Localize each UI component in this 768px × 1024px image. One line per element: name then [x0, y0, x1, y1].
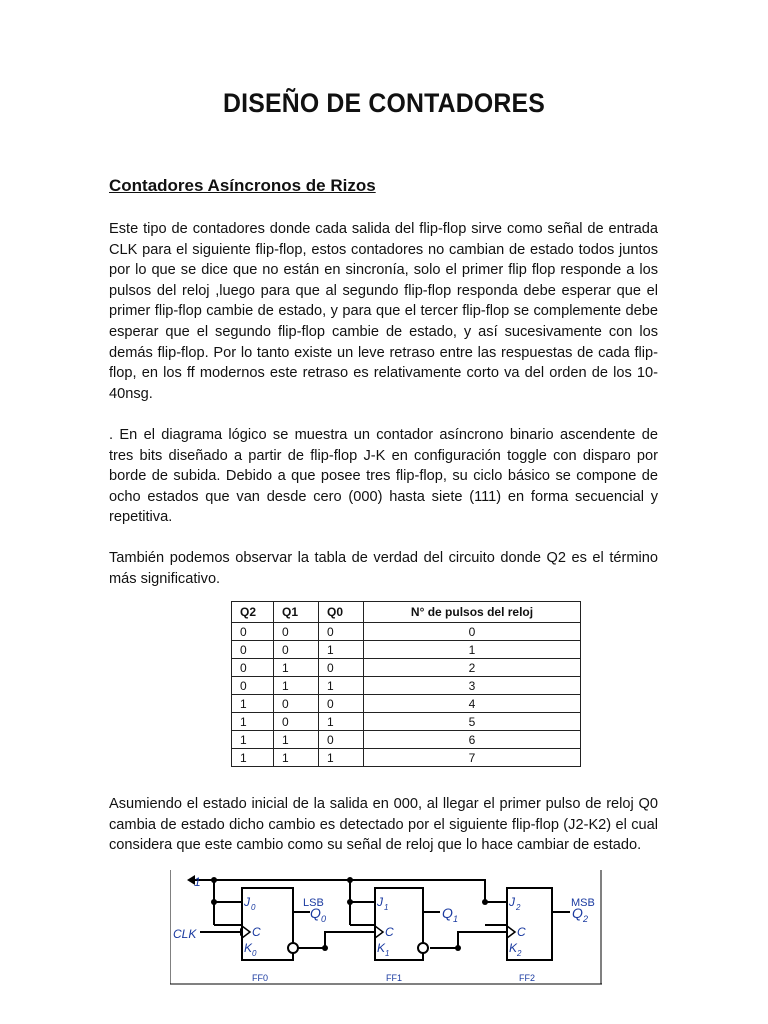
- ff0-c-label: C: [252, 925, 261, 939]
- table-row: [232, 731, 581, 749]
- table-row: [232, 713, 581, 731]
- table-cell: 1: [319, 749, 364, 767]
- table-cell: 1: [364, 641, 581, 659]
- ff2-k-sub: 2: [517, 949, 522, 958]
- ff0-q-label: Q: [310, 905, 321, 921]
- ff0-j-sub: 0: [251, 903, 256, 912]
- paragraph-intro: Este tipo de contadores donde cada salida del flip-flop sirve como señal de entrada CLK para el siguiente flip-flop, estos contadores no cambian de estado todos juntos por lo que se dice que no están en sincronía, solo el primer flip flop responde a los pulsos del reloj ,luego para que al segundo flip-flop responda debe esperar que el primer flip-flop cambie de estado, y para que el tercer flip-flop se complemente debe esperar que el segundo flip-flop cambie de estado, y así sucesivamente con los demás flip-flop. Por lo tanto existe un leve retraso entre las respuestas de cada flip-flop, en los ff modernos este retraso es relativamente corto va del orden de los 10-40nsg.: [109, 221, 658, 402]
- table-cell: 0: [319, 695, 364, 713]
- table-cell: 0: [274, 713, 319, 731]
- table-cell: 0: [274, 641, 319, 659]
- table-cell: 1: [274, 677, 319, 695]
- junction-dot-icon: [211, 899, 217, 905]
- ff2-c-label: C: [517, 925, 526, 939]
- high-label: 1: [194, 875, 201, 889]
- ff0-j-label: J: [244, 895, 250, 909]
- junction-dot-icon: [322, 945, 328, 951]
- table-cell: 0: [274, 695, 319, 713]
- bubble-qbar0-icon: [288, 943, 298, 953]
- table-row: [232, 677, 581, 695]
- ff2-q-label: Q: [572, 905, 583, 921]
- table-cell: 1: [232, 695, 274, 713]
- table-cell: 1: [232, 731, 274, 749]
- ff0-k-label: K: [244, 941, 253, 955]
- ff2-q-sub: 2: [583, 914, 589, 924]
- ff2-j-sub: 2: [516, 903, 521, 912]
- table-cell: 4: [364, 695, 581, 713]
- paragraph-diagram: . En el diagrama lógico se muestra un contador asíncrono binario ascendente de tres bits diseñado a partir de flip-flop J-K en configuración toggle con disparo por borde de subida. Debido a que posee tres flip-flop, su ciclo básico se compone de ocho estados que van desde cero (000) hasta siete (111) en forma secuencial y repetitiva.: [109, 427, 658, 526]
- truth-table-header: [232, 602, 581, 623]
- wire-high-bus: [195, 880, 485, 902]
- table-cell: 0: [319, 623, 364, 641]
- table-cell: 0: [364, 623, 581, 641]
- ff1-q-label: Q: [442, 905, 453, 921]
- junction-dot-icon: [347, 899, 353, 905]
- header-q1: Q1: [274, 602, 319, 623]
- msb-label: MSB: [571, 897, 595, 909]
- ff0-name: FF0: [252, 973, 269, 983]
- junction-dot-icon: [482, 899, 488, 905]
- header-pulses: N° de pulsos del reloj: [364, 602, 581, 623]
- lsb-label: LSB: [303, 897, 324, 909]
- table-row: [232, 641, 581, 659]
- ff1-c-label: C: [385, 925, 394, 939]
- table-cell: 1: [319, 677, 364, 695]
- junction-dot-icon: [211, 877, 217, 883]
- ff2-name: FF2: [519, 973, 536, 983]
- truth-table: [231, 601, 581, 767]
- paragraph-operation: Asumiendo el estado inicial de la salida en 000, al llegar el primer pulso de reloj Q0 cambia de estado dicho cambio es detectado por el siguiente flip-flop (J2-K2) el cual considera que este cambio como su señal de reloj que lo hace cambiar de estado.: [109, 796, 658, 854]
- table-cell: 0: [319, 659, 364, 677]
- junction-dot-icon: [455, 945, 461, 951]
- ff0-k-sub: 0: [252, 949, 257, 958]
- clk-label: CLK: [173, 927, 197, 941]
- table-cell: 0: [232, 623, 274, 641]
- ff1-k-label: K: [377, 941, 386, 955]
- table-cell: 1: [232, 749, 274, 767]
- table-cell: 0: [319, 731, 364, 749]
- wire-qbar1-c2: [430, 932, 507, 948]
- table-cell: 1: [232, 713, 274, 731]
- header-q0: Q0: [319, 602, 364, 623]
- section-subtitle: Contadores Asíncronos de Rizos: [109, 176, 376, 195]
- ff2-j-label: J: [509, 895, 515, 909]
- table-cell: 0: [274, 623, 319, 641]
- table-row: [232, 623, 581, 641]
- ff1-k-sub: 1: [385, 949, 390, 958]
- table-row: [232, 749, 581, 767]
- table-cell: 5: [364, 713, 581, 731]
- paragraph-table: También podemos observar la tabla de verdad del circuito donde Q2 es el término más significativo.: [109, 550, 658, 587]
- bubble-qbar1-icon: [418, 943, 428, 953]
- header-q2: Q2: [232, 602, 274, 623]
- counter-logic-diagram: [170, 870, 602, 986]
- document-title: DISEÑO DE CONTADORES: [222, 88, 546, 118]
- ff1-j-sub: 1: [384, 903, 389, 912]
- table-cell: 6: [364, 731, 581, 749]
- wire-qbar0-c1: [298, 932, 375, 948]
- ff2-k-label: K: [509, 941, 518, 955]
- ff0-q-sub: 0: [321, 914, 327, 924]
- table-row: [232, 695, 581, 713]
- ff1-j-label: J: [377, 895, 383, 909]
- table-row: [232, 659, 581, 677]
- ff1-q-sub: 1: [453, 914, 459, 924]
- table-cell: 7: [364, 749, 581, 767]
- table-cell: 1: [274, 659, 319, 677]
- table-cell: 3: [364, 677, 581, 695]
- table-cell: 1: [319, 641, 364, 659]
- table-cell: 0: [232, 677, 274, 695]
- truth-table-body: [232, 623, 581, 767]
- ff1-name: FF1: [386, 973, 403, 983]
- table-cell: 1: [319, 713, 364, 731]
- table-cell: 1: [274, 731, 319, 749]
- junction-dot-icon: [347, 877, 353, 883]
- table-cell: 2: [364, 659, 581, 677]
- table-cell: 1: [274, 749, 319, 767]
- table-cell: 0: [232, 641, 274, 659]
- table-cell: 0: [232, 659, 274, 677]
